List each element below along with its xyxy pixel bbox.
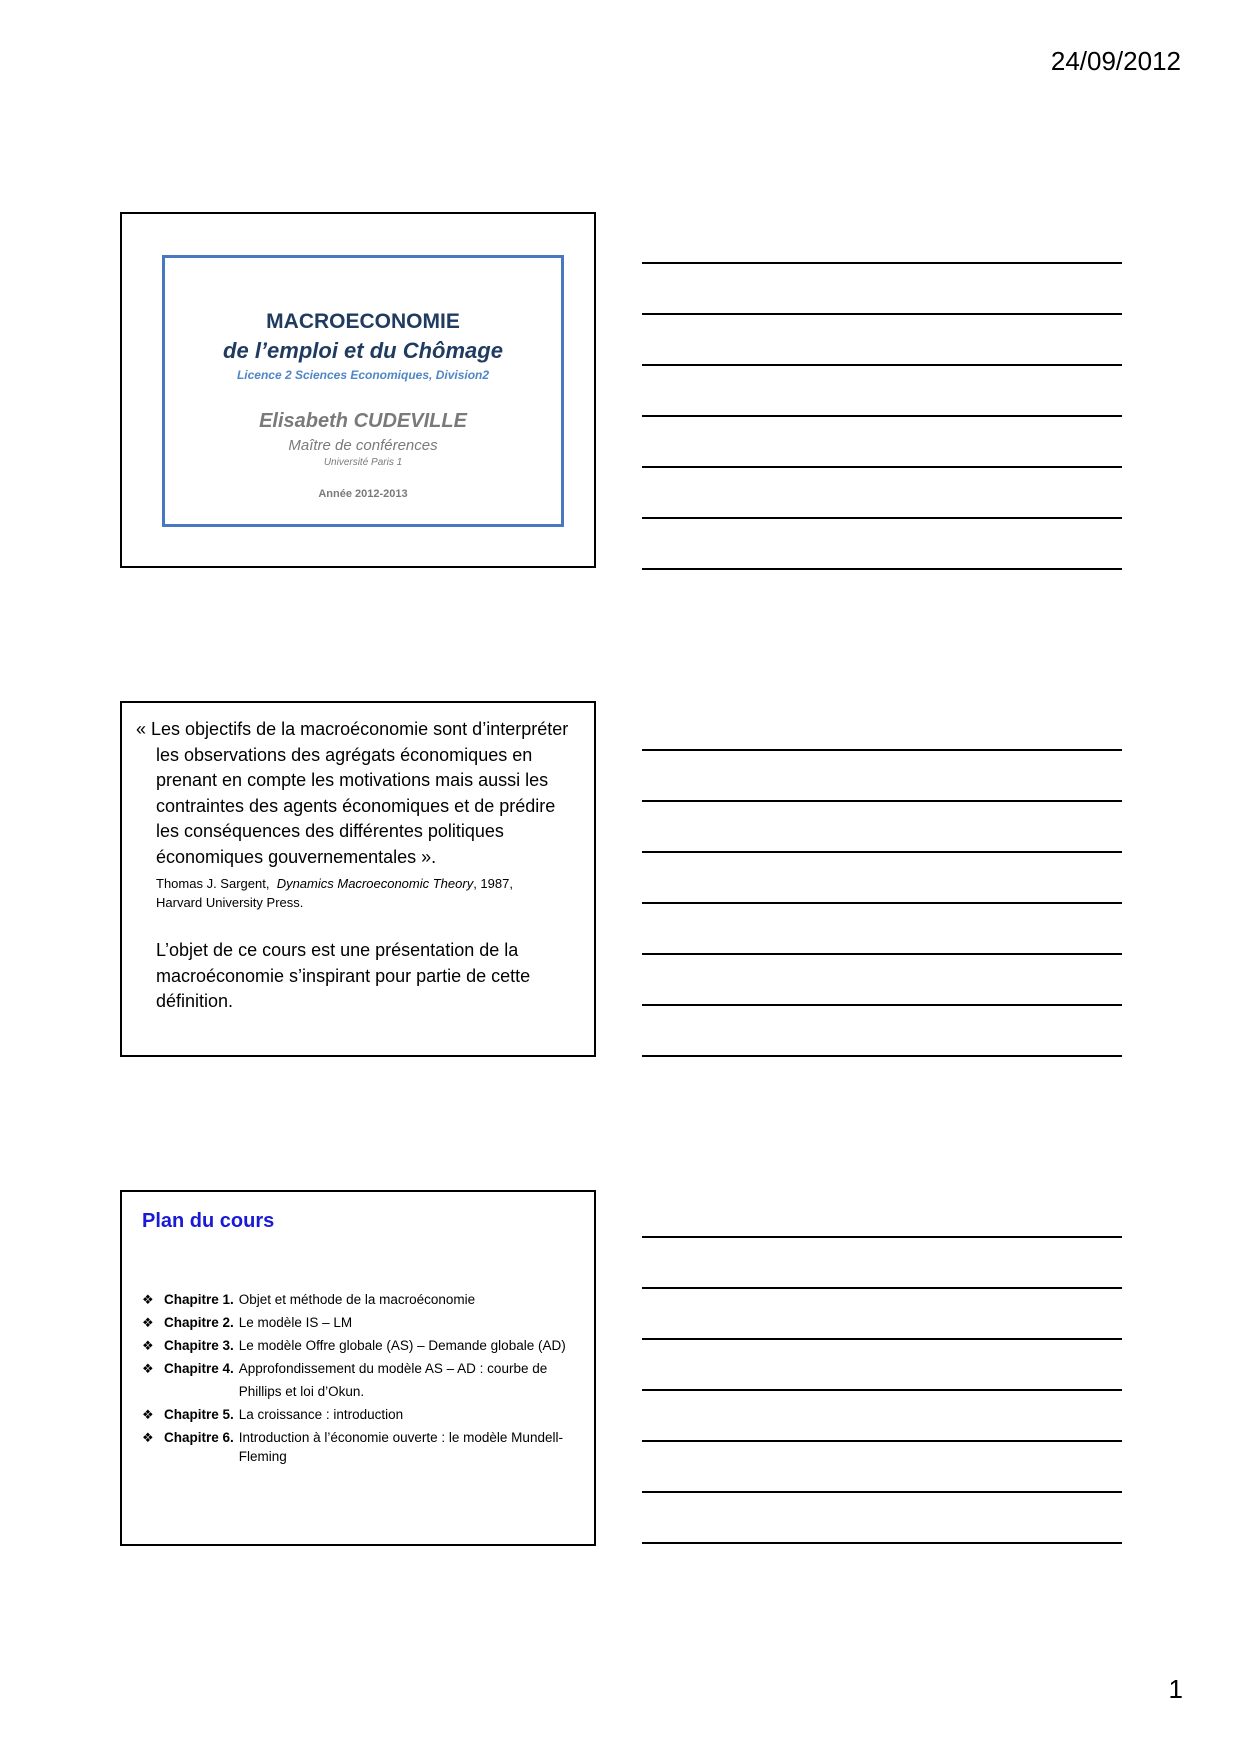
note-line (642, 1491, 1122, 1493)
slide-2-definition (120, 701, 596, 1057)
source-author: Thomas J. Sargent, (156, 876, 270, 891)
note-line (642, 364, 1122, 366)
note-line (642, 262, 1122, 264)
slide-3-plan (120, 1190, 596, 1546)
note-line (642, 1542, 1122, 1544)
chapter-number: Chapitre 1. (164, 1292, 234, 1307)
note-line (642, 466, 1122, 468)
chapter-title: Le modèle Offre globale (AS) – Demande globale (AD) (238, 1338, 566, 1353)
course-subtitle: de l’emploi et du Chômage (223, 338, 503, 363)
note-line (642, 313, 1122, 315)
note-line (642, 1440, 1122, 1442)
list-item (142, 1334, 586, 1357)
course-objective: L’objet de ce cours est une présentation de la macroéconomie s’inspirant pour partie de cette définition. (156, 940, 531, 1011)
page-date: 24/09/2012 (1050, 46, 1181, 76)
note-line (642, 851, 1122, 853)
list-item (142, 1426, 586, 1466)
chapter-title: Introduction à l’économie ouverte : le modèle Mundell-Fleming (238, 1430, 563, 1464)
chapter-number: Chapitre 3. (164, 1338, 234, 1353)
page-number: 1 (1168, 1674, 1183, 1704)
slide-1-title (120, 212, 596, 568)
list-item (142, 1311, 586, 1334)
diamond-bullet-icon: ❖ (142, 1361, 154, 1376)
note-line (642, 568, 1122, 570)
note-line (642, 517, 1122, 519)
chapter-number: Chapitre 2. (164, 1315, 234, 1330)
source-year: , 1987, (473, 876, 513, 891)
course-title: MACROECONOMIE (266, 310, 460, 333)
diamond-bullet-icon: ❖ (142, 1430, 154, 1445)
note-line (642, 415, 1122, 417)
university-name: Université Paris 1 (323, 457, 403, 468)
chapter-title: Objet et méthode de la macroéconomie (238, 1292, 476, 1307)
sargent-quote: « Les objectifs de la macroéconomie sont d’interpréter les observations des agrégats économiques en prenant en compte les motivations mais aussi les contraintes des agents économiques et de prédire les conséquences des différentes politiques économiques gouvernementales ». (136, 719, 569, 867)
list-item (142, 1357, 586, 1403)
author-name: Elisabeth CUDEVILLE (259, 410, 467, 432)
quote-source (136, 874, 580, 912)
note-line (642, 749, 1122, 751)
diamond-bullet-icon: ❖ (142, 1292, 154, 1307)
note-line (642, 953, 1122, 955)
note-line (642, 1236, 1122, 1238)
note-line (642, 1389, 1122, 1391)
chapter-title: La croissance : introduction (238, 1407, 404, 1422)
title-frame (162, 255, 564, 527)
note-line (642, 1004, 1122, 1006)
list-item (142, 1288, 586, 1311)
licence-label: Licence 2 Sciences Economiques, Division2 (236, 368, 490, 382)
author-role: Maître de conférences (288, 437, 438, 454)
source-title: Dynamics Macroeconomic Theory (276, 876, 474, 891)
diamond-bullet-icon: ❖ (142, 1407, 154, 1422)
note-line (642, 800, 1122, 802)
source-publisher: Harvard University Press. (156, 895, 304, 910)
chapter-title: Approfondissement du modèle AS – AD : courbe de Phillips et loi d’Okun. (238, 1361, 548, 1399)
note-line (642, 1287, 1122, 1289)
chapter-list (142, 1288, 586, 1466)
list-item (142, 1403, 586, 1426)
diamond-bullet-icon: ❖ (142, 1315, 154, 1330)
chapter-number: Chapitre 4. (164, 1361, 234, 1376)
note-line (642, 902, 1122, 904)
academic-year: Année 2012-2013 (318, 488, 408, 500)
diamond-bullet-icon: ❖ (142, 1338, 154, 1353)
note-line (642, 1338, 1122, 1340)
chapter-number: Chapitre 5. (164, 1407, 234, 1422)
chapter-title: Le modèle IS – LM (238, 1315, 353, 1330)
plan-title: Plan du cours (142, 1210, 275, 1232)
note-line (642, 1055, 1122, 1057)
chapter-number: Chapitre 6. (164, 1430, 234, 1445)
